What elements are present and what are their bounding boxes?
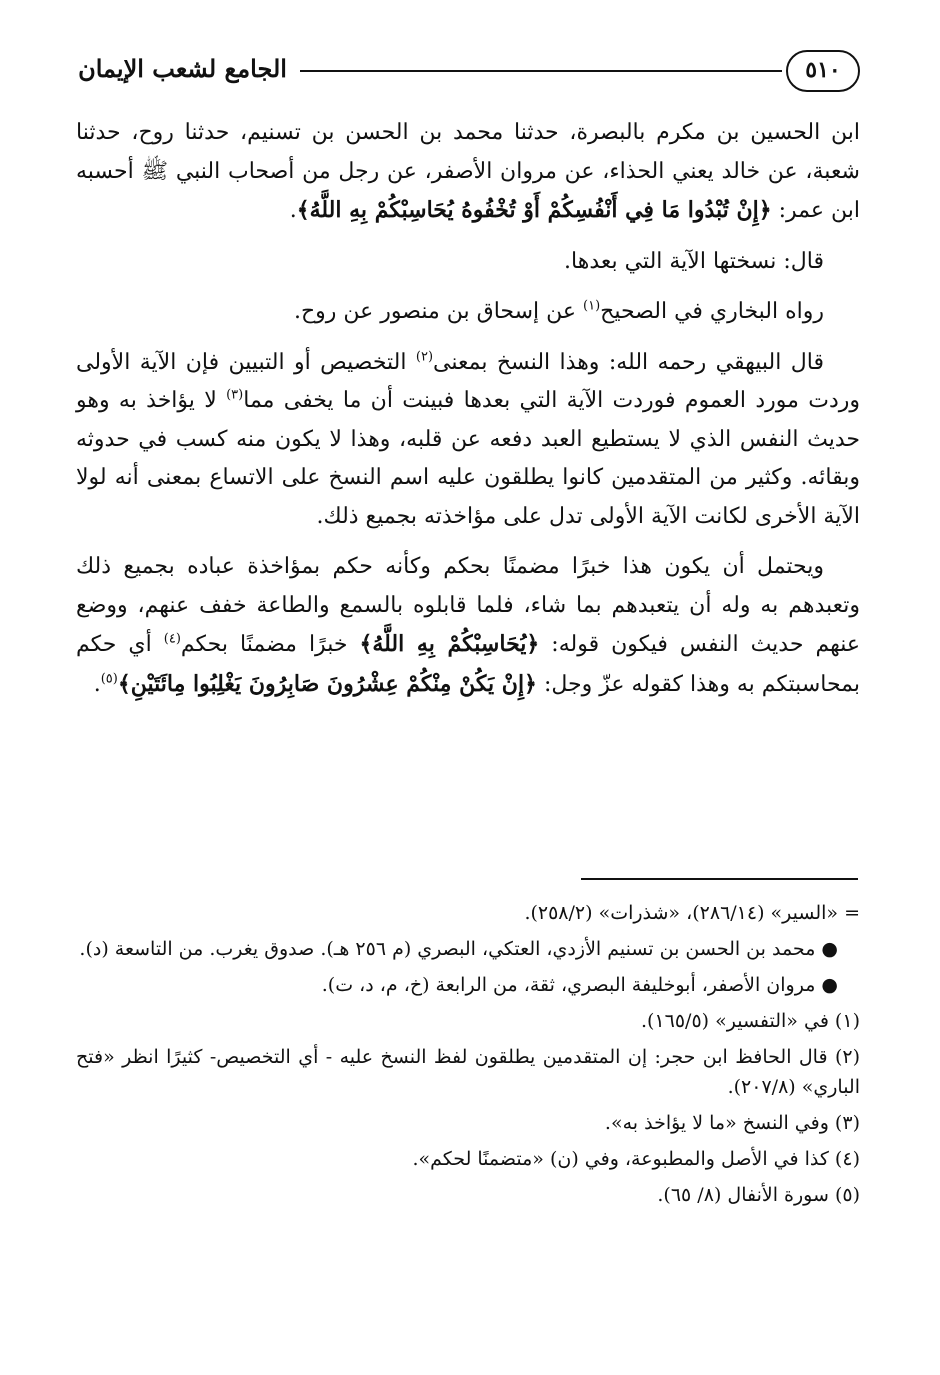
paragraph-bukhari: رواه البخاري في الصحيح$^{(١)}$ عن إسحاق بن منصور عن روح. (293, 298, 824, 324)
footnote-separator (581, 878, 858, 880)
footnote-ref: (٢) (415, 349, 434, 365)
footnote-ref: (٤) (163, 631, 181, 647)
footnote-narrator: ● مروان الأصفر، أبوخليفة البصري، ثقة، من الرابعة (خ، م، د، ت). (321, 974, 838, 996)
main-text (76, 114, 860, 704)
footnote-2: (٢) قال الحافظ ابن حجر: إن المتقدمين يطلقون لفظ النسخ عليه - أي التخصيص- كثيرًا انظر «فتح الباري» (٢٠٧/٨). (76, 1046, 860, 1098)
footnote-3: (٣) وفي النسخ «ما لا يؤاخذ به». (604, 1112, 860, 1134)
footnote-ref: (٥) (100, 671, 118, 687)
quran-verse: ﴿إِنْ تُبْدُوا مَا فِي أَنْفُسِكُمْ أَوْ تُخْفُوهُ يُحَاسِبْكُمْ بِهِ اللَّهُ﴾ (296, 197, 772, 223)
footnote-5: (٥) سورة الأنفال (٨/ ٦٥). (657, 1184, 860, 1206)
footnote-continuation: = «السير» (٢٨٦/١٤)، «شذرات» (٢٥٨/٢). (524, 902, 860, 924)
paragraph-isnad: ابن الحسين بن مكرم بالبصرة، حدثنا محمد بن الحسن بن تسنيم، حدثنا روح، حدثنا شعبة، عن خالد يعني الحذاء، عن مروان الأصفر، عن رجل من أصحاب النبي ﷺ أحسبه ابن عمر: ﴿إِنْ تُبْدُوا مَا فِي أَنْفُسِكُمْ أَوْ تُخْفُوهُ يُحَاسِبْكُمْ بِهِ اللَّهُ﴾. (76, 120, 860, 223)
footnote-ref: (٣) (226, 387, 244, 403)
running-title: الجامع لشعب الإيمان (78, 54, 287, 83)
paragraph-interpretation: ويحتمل أن يكون هذا خبرًا مضمنًا بحكم وكأنه حكم بمؤاخذة عباده بجميع ذلك وتعبدهم به وله أن يتعبدهم بما شاء، فلما قابلوه بالسمع والطاعة خفف عنهم، ووضع عنهم حديث النفس فيكون قوله: ﴿يُحَاسِبْكُمْ بِهِ اللَّهُ﴾ خبرًا مضمنًا بحكم$^{(٤)}$ أي حكم بمحاسبتكم به وهذا كقوله عزّ وجل: ﴿إِنْ يَكُنْ مِنْكُمْ عِشْرُونَ صَابِرُونَ يَغْلِبُوا مِائَتَيْنِ﴾$^{(٥)}$. (76, 554, 861, 697)
footnote-4: (٤) كذا في الأصل والمطبوعة، وفي (ن) «متضمنًا لحكم». (412, 1148, 860, 1170)
paragraph-naskh: قال: نسختها الآية التي بعدها. (564, 248, 824, 274)
header-rule (300, 70, 782, 72)
paragraph-bayhaqi: قال البيهقي رحمه الله: وهذا النسخ بمعنى$^{(٢)}$ التخصيص أو التبيين فإن الآية الأولى وردت مورد العموم فوردت الآية التي بعدها فبينت أن ما يخفى مما$^{(٣)}$ لا يؤاخذ به وهو حديث النفس الذي لا يستطيع العبد دفعه عن قلبه، وهذا لا يكون منه كسب في حدوثه وبقائه. وكثير من المتقدمين كانوا يطلقون عليه اسم النسخ على الاتساع بمعنى أنه لولا الآية الأخرى لكانت الآية الأولى تدل على مؤاخذته بجميع ذلك. (76, 349, 860, 529)
page-header (70, 48, 860, 98)
footnote-1: (١) في «التفسير» (١٦٥/٥). (640, 1010, 860, 1032)
quran-verse: ﴿إِنْ يَكُنْ مِنْكُمْ عِشْرُونَ صَابِرُونَ يَغْلِبُوا مِائَتَيْنِ﴾ (117, 670, 537, 697)
footnote-ref: (١) (583, 298, 601, 314)
quran-verse: ﴿يُحَاسِبْكُمْ بِهِ اللَّهُ﴾ (359, 631, 540, 657)
footnotes (76, 898, 860, 1216)
page-number: ٥١٠ (786, 50, 860, 92)
footnote-narrator: ● محمد بن الحسن بن تسنيم الأزدي، العتكي، البصري (م ٢٥٦ هـ). صدوق يغرب. من التاسعة (د). (79, 938, 838, 960)
